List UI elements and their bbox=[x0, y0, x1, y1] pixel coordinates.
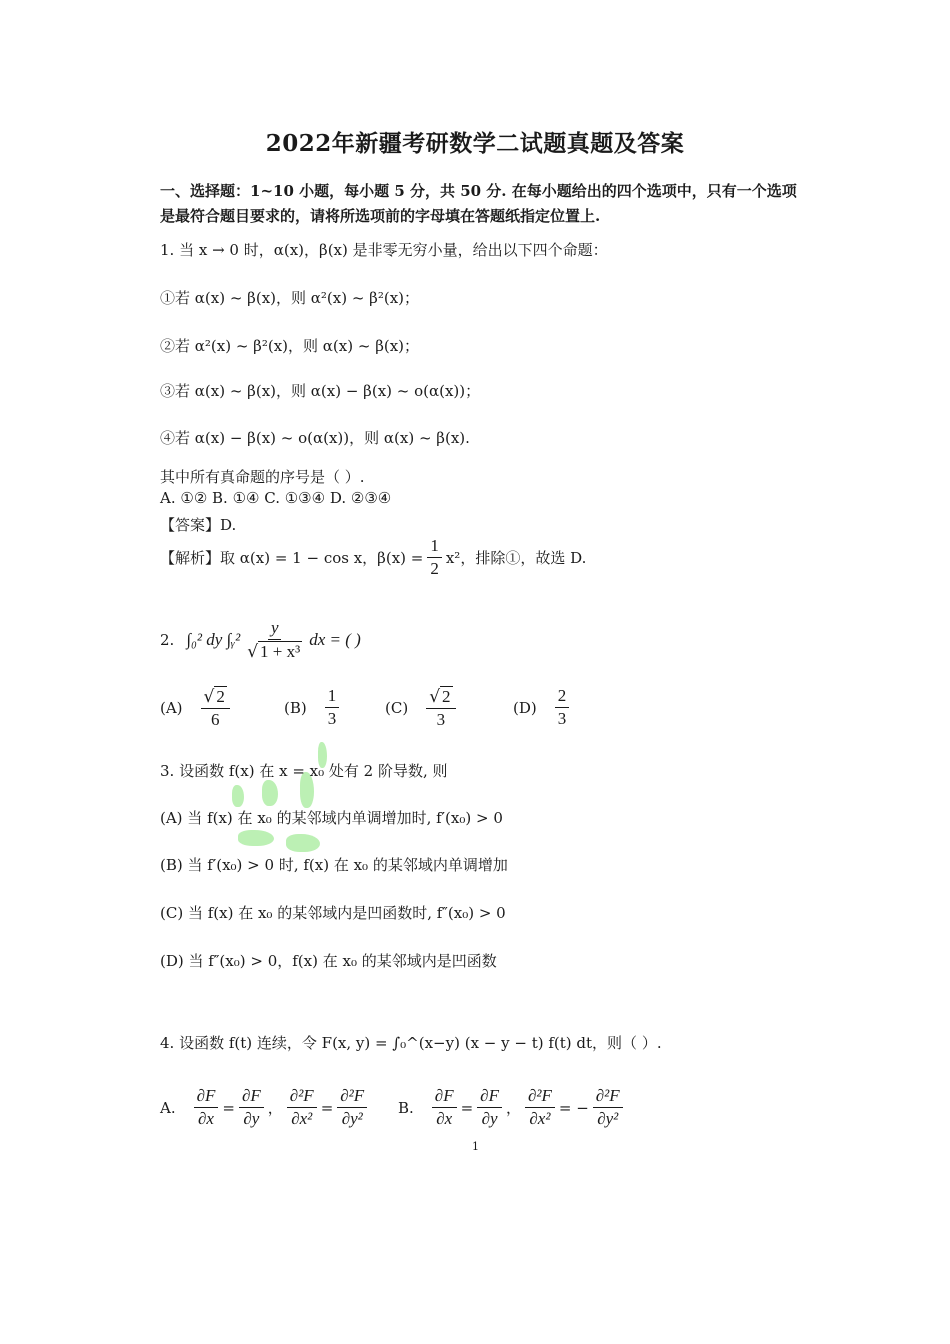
q3-option-c: (C) 当 f(x) 在 x₀ 的某邻域内是凹函数时, f″(x₀) > 0 bbox=[160, 904, 506, 922]
fraction-numerator: 2 bbox=[555, 686, 570, 708]
q2-integrand-fraction bbox=[244, 618, 305, 662]
separator: ， bbox=[505, 1099, 521, 1117]
page-title: 2022年新疆考研数学二试题真题及答案 bbox=[265, 130, 685, 157]
sqrt-icon: √ bbox=[203, 687, 215, 707]
partial-fraction: $\frac{\text{∂²F}}{\text{∂y²}}$ bbox=[337, 1086, 367, 1129]
fraction-numerator: 1 bbox=[325, 686, 340, 708]
q1-answer: 【答案】D. bbox=[160, 516, 237, 534]
q4-stem: 4. 设函数 f(t) 连续，令 F(x, y) = ∫₀^(x−y) (x − y − t) f(t) dt，则（ ）. bbox=[160, 1034, 662, 1052]
partial-fraction: $\frac{\partial F}{\partial x}$ bbox=[432, 1086, 457, 1129]
option-label: (B) bbox=[284, 698, 307, 717]
section-header-line-2: 是最符合题目要求的，请将所选项前的字母填在答题纸指定位置上. bbox=[160, 207, 601, 225]
option-label: A. bbox=[160, 1098, 176, 1117]
partial-fraction: $\frac{\partial F}{\partial x}$ bbox=[194, 1086, 219, 1129]
option-label: (C) bbox=[385, 699, 409, 717]
q1-stem: 1. 当 x → 0 时，α(x)，β(x) 是非零无穷小量，给出以下四个命题： bbox=[160, 241, 608, 259]
negative-equals-sign: = − bbox=[558, 1098, 589, 1117]
option-label: (A) bbox=[160, 699, 183, 717]
equals-sign: = bbox=[460, 1098, 474, 1117]
q4-option-b bbox=[398, 1086, 627, 1129]
q2-integral-prefix: ∫₀² dy ∫ᵧ² bbox=[186, 630, 241, 649]
fraction-denominator: 3 bbox=[557, 709, 567, 728]
q1-analysis bbox=[160, 536, 586, 579]
q2-integral-suffix: dx = ( ) bbox=[309, 630, 361, 649]
separator: ， bbox=[267, 1099, 283, 1117]
q4-option-a bbox=[160, 1086, 371, 1129]
partial-fraction: $\frac{\text{∂²F}}{\text{∂x²}}$ bbox=[525, 1086, 555, 1129]
scan-smudge bbox=[232, 785, 244, 807]
q1-options: A. ①② B. ①④ C. ①③④ D. ②③④ bbox=[160, 489, 392, 507]
page-number: 1 bbox=[472, 1140, 479, 1153]
scan-smudge bbox=[238, 830, 274, 846]
option-label: (D) bbox=[513, 698, 537, 717]
fraction-numerator: √ 2 bbox=[201, 686, 230, 709]
option-fraction bbox=[325, 686, 340, 729]
section-header-line-1: 一、选择题：1~10 小题，每小题 5 分，共 50 分. 在每小题给出的四个选项中，只有一个选项 bbox=[160, 182, 797, 200]
q2-number: 2. bbox=[160, 631, 175, 649]
q1-analysis-post: x²，排除①，故选 D. bbox=[445, 549, 587, 567]
q1-proposition-2: ②若 α²(x) ~ β²(x)，则 α(x) ~ β(x)； bbox=[160, 337, 420, 355]
q1-analysis-pre: 【解析】取 α(x) = 1 − cos x，β(x) = bbox=[160, 549, 424, 567]
equals-sign: = bbox=[320, 1098, 334, 1117]
scan-smudge bbox=[262, 780, 278, 806]
option-fraction bbox=[555, 686, 570, 729]
fraction-denominator: √ 1 + x³ bbox=[247, 642, 301, 662]
q1-proposition-3: ③若 α(x) ~ β(x)，则 α(x) − β(x) ~ o(α(x))； bbox=[160, 382, 481, 400]
q1-analysis-fraction bbox=[427, 536, 442, 579]
q2-stem bbox=[160, 618, 361, 662]
partial-fraction: $\frac{\text{∂²F}}{\text{∂x²}}$ bbox=[287, 1086, 317, 1129]
q3-option-d: (D) 当 f″(x₀) > 0，f(x) 在 x₀ 的某邻域内是凹函数 bbox=[160, 952, 497, 970]
q3-option-b: (B) 当 f′(x₀) > 0 时, f(x) 在 x₀ 的某邻域内单调增加 bbox=[160, 856, 508, 874]
scan-smudge bbox=[286, 834, 320, 852]
q2-option-b bbox=[284, 686, 343, 729]
sqrt-icon: √ bbox=[429, 687, 441, 707]
option-label: B. bbox=[398, 1098, 414, 1117]
q2-option-d bbox=[513, 686, 573, 729]
fraction-denominator: 3 bbox=[436, 710, 446, 729]
q2-option-a bbox=[160, 686, 234, 730]
q1-proposition-4: ④若 α(x) − β(x) ~ o(α(x))，则 α(x) ~ β(x). bbox=[160, 429, 470, 447]
partial-fraction: $\frac{\partial F}{\partial y}$ bbox=[477, 1086, 502, 1129]
q1-question: 其中所有真命题的序号是（ ）. bbox=[160, 468, 365, 486]
partial-fraction: $\frac{\text{∂²F}}{\text{∂y²}}$ bbox=[593, 1086, 623, 1129]
equals-sign: = bbox=[222, 1098, 235, 1117]
fraction-denominator: 3 bbox=[327, 709, 337, 728]
q3-stem: 3. 设函数 f(x) 在 x = x₀ 处有 2 阶导数, 则 bbox=[160, 762, 448, 780]
fraction-denominator: 6 bbox=[210, 710, 220, 729]
fraction-numerator: y bbox=[268, 618, 282, 640]
partial-fraction: $\frac{\partial F}{\partial y}$ bbox=[239, 1086, 264, 1129]
q2-option-c bbox=[385, 686, 460, 730]
option-fraction bbox=[426, 686, 455, 730]
fraction-denominator: 2 bbox=[430, 559, 439, 578]
sqrt-icon: √ bbox=[247, 642, 259, 662]
q1-proposition-1: ①若 α(x) ~ β(x)，则 α²(x) ~ β²(x)； bbox=[160, 289, 420, 307]
fraction-numerator: √ 2 bbox=[426, 686, 455, 709]
option-fraction bbox=[201, 686, 230, 730]
fraction-numerator: 1 bbox=[427, 536, 442, 558]
q3-option-a: (A) 当 f(x) 在 x₀ 的某邻域内单调增加时, f′(x₀) > 0 bbox=[160, 809, 503, 827]
